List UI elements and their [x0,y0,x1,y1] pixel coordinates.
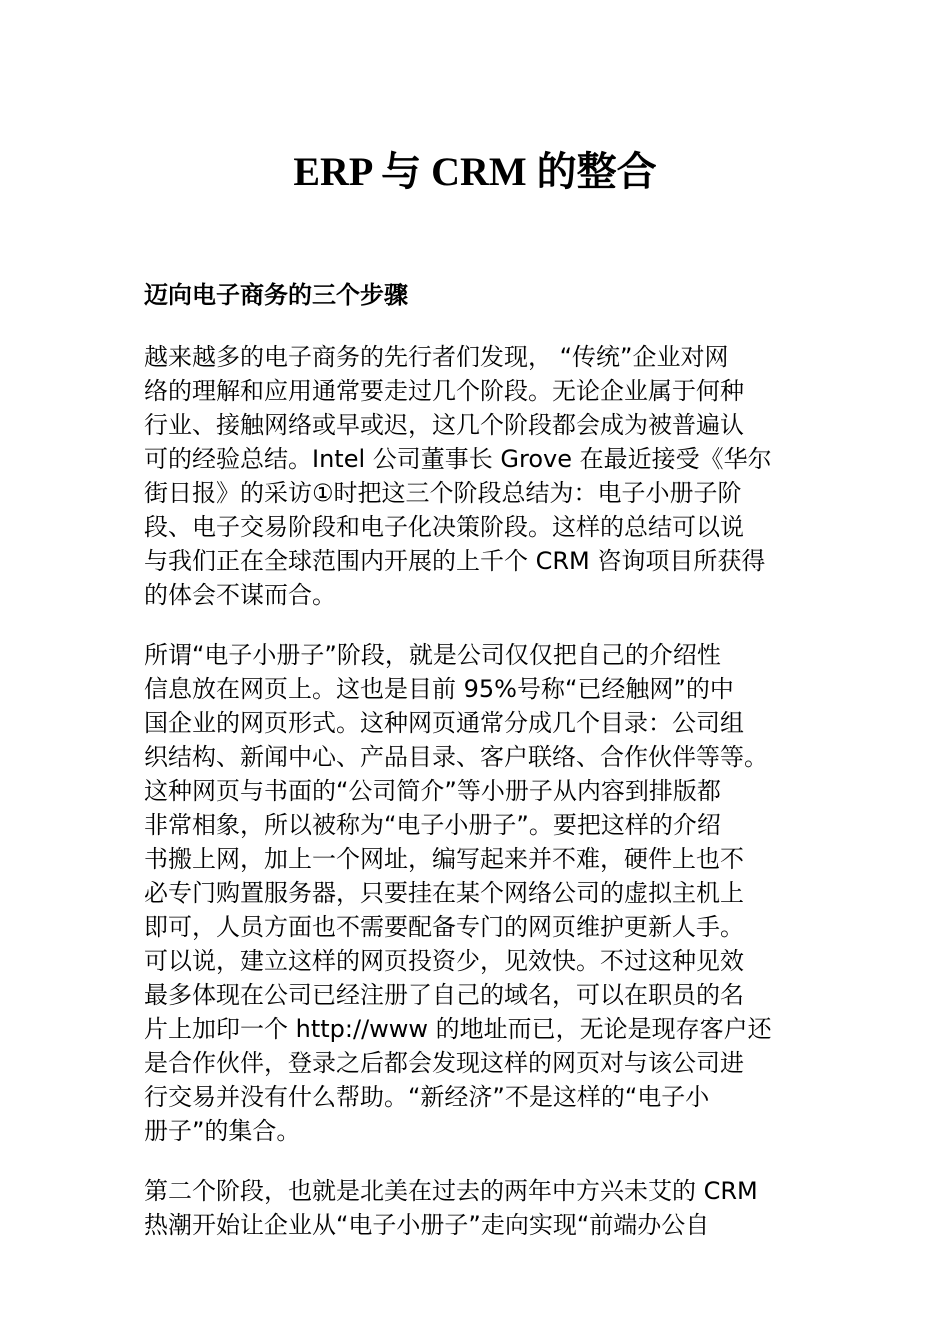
paragraph [144,638,812,1148]
paragraph-line: 非常相象，所以被称为“电子小册子”。要把这样的介绍 [144,811,721,839]
paragraph-line: 络的理解和应用通常要走过几个阶段。无论企业属于何种 [144,377,744,405]
paragraph-line: 片上加印一个 http://www 的地址而已，无论是现存客户还 [144,1015,772,1043]
paragraph [144,1174,812,1242]
paragraph-line: 册子”的集合。 [144,1117,301,1145]
paragraph-line: 行业、接触网络或早或迟，这几个阶段都会成为被普遍认 [144,411,744,439]
paragraph-line: 可的经验总结。Intel 公司董事长 Grove 在最近接受《华尔 [144,445,772,473]
paragraph-list [144,340,812,1242]
paragraph-line: 与我们正在全球范围内开展的上千个 CRM 咨询项目所获得 [144,547,766,575]
paragraph-line: 热潮开始让企业从“电子小册子”走向实现“前端办公自 [144,1211,710,1239]
document-body [144,274,812,1268]
paragraph-line: 最多体现在公司已经注册了自己的域名，可以在职员的名 [144,981,744,1009]
paragraph-line: 国企业的网页形式。这种网页通常分成几个目录：公司组 [144,709,744,737]
paragraph-line: 越来越多的电子商务的先行者们发现， “传统”企业对网 [144,343,729,371]
paragraph-line: 这种网页与书面的“公司简介”等小册子从内容到排版都 [144,777,721,805]
paragraph [144,340,812,612]
paragraph-line: 的体会不谋而合。 [144,581,336,609]
paragraph-line: 行交易并没有什么帮助。“新经济”不是这样的“电子小 [144,1083,710,1111]
paragraph-line: 即可，人员方面也不需要配备专门的网页维护更新人手。 [144,913,744,941]
paragraph-line: 是合作伙伴，登录之后都会发现这样的网页对与该公司进 [144,1049,744,1077]
section-heading: 迈向电子商务的三个步骤 [144,281,408,309]
paragraph-line: 段、电子交易阶段和电子化决策阶段。这样的总结可以说 [144,513,744,541]
paragraph-line: 第二个阶段，也就是北美在过去的两年中方兴未艾的 CRM [144,1177,758,1205]
paragraph-line: 所谓“电子小册子”阶段，就是公司仅仅把自己的介绍性 [144,641,721,669]
paragraph-line: 可以说，建立这样的网页投资少，见效快。不过这种见效 [144,947,744,975]
paragraph-line: 书搬上网，加上一个网址，编写起来并不难，硬件上也不 [144,845,744,873]
paragraph-line: 街日报》的采访①时把这三个阶段总结为：电子小册子阶 [144,479,742,507]
paragraph-line: 必专门购置服务器，只要挂在某个网络公司的虚拟主机上 [144,879,744,907]
document-title: ERP 与 CRM 的整合 [293,149,657,194]
paragraph-line: 织结构、新闻中心、产品目录、客户联络、合作伙伴等等。 [144,743,768,771]
paragraph-line: 信息放在网页上。这也是目前 95%号称“已经触网”的中 [144,675,734,703]
